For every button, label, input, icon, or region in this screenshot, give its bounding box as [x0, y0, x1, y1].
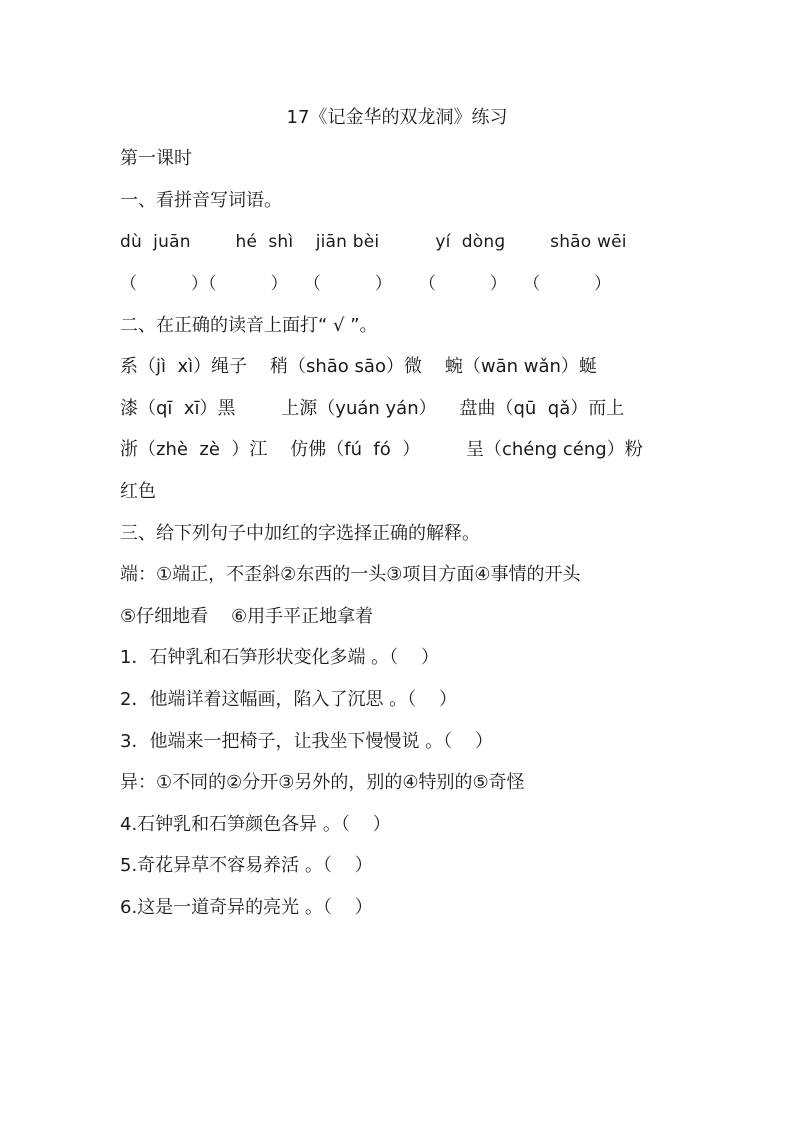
- section1-heading: 一、看拼音写词语。: [120, 190, 282, 211]
- question-line: 1．石钟乳和石笋形状变化多端 。（ ）: [120, 647, 440, 668]
- section2-heading: 二、在正确的读音上面打“ √ ”。: [120, 315, 378, 336]
- pronunciation-line: 浙（zhè zè ）江 仿佛（fú fó ） 呈（chéng céng）粉: [120, 439, 643, 460]
- definition-line: 端：①端正，不歪斜②东西的一头③项目方面④事情的开头: [120, 564, 581, 585]
- question-line: 6.这是一道奇异的亮光 。（ ）: [120, 897, 373, 918]
- pronunciation-line: 漆（qī xī）黑 上源（yuán yán） 盘曲（qū qǎ）而上: [120, 398, 625, 419]
- section3-heading: 三、给下列句子中加红的字选择正确的解释。: [120, 523, 480, 544]
- definition-line: 异：①不同的②分开③另外的，别的④特别的⑤奇怪: [120, 772, 525, 793]
- answer-blanks-line: （ ）（ ） （ ） （ ） （ ）: [120, 274, 612, 294]
- pronunciation-line: 系（jì xì）绳子 稍（shāo sāo）微 蜿（wān wǎn）蜒: [120, 356, 597, 377]
- worksheet-title: 17《记金华的双龙洞》练习: [286, 107, 508, 128]
- question-line: 4.石钟乳和石笋颜色各异 。（ ）: [120, 814, 391, 835]
- question-line: 5.奇花异草不容易养活 。（ ）: [120, 855, 373, 876]
- question-line: 2．他端详着这幅画，陷入了沉思 。（ ）: [120, 689, 458, 710]
- pronunciation-line: 红色: [120, 481, 156, 502]
- lesson-label: 第一课时: [120, 148, 192, 169]
- definition-line: ⑤仔细地看 ⑥用手平正地拿着: [120, 606, 374, 627]
- pinyin-words-line: dù juān hé shì jiān bèi yí dònɡ shāo wēi: [120, 232, 627, 252]
- question-line: 3．他端来一把椅子，让我坐下慢慢说 。（ ）: [120, 731, 494, 752]
